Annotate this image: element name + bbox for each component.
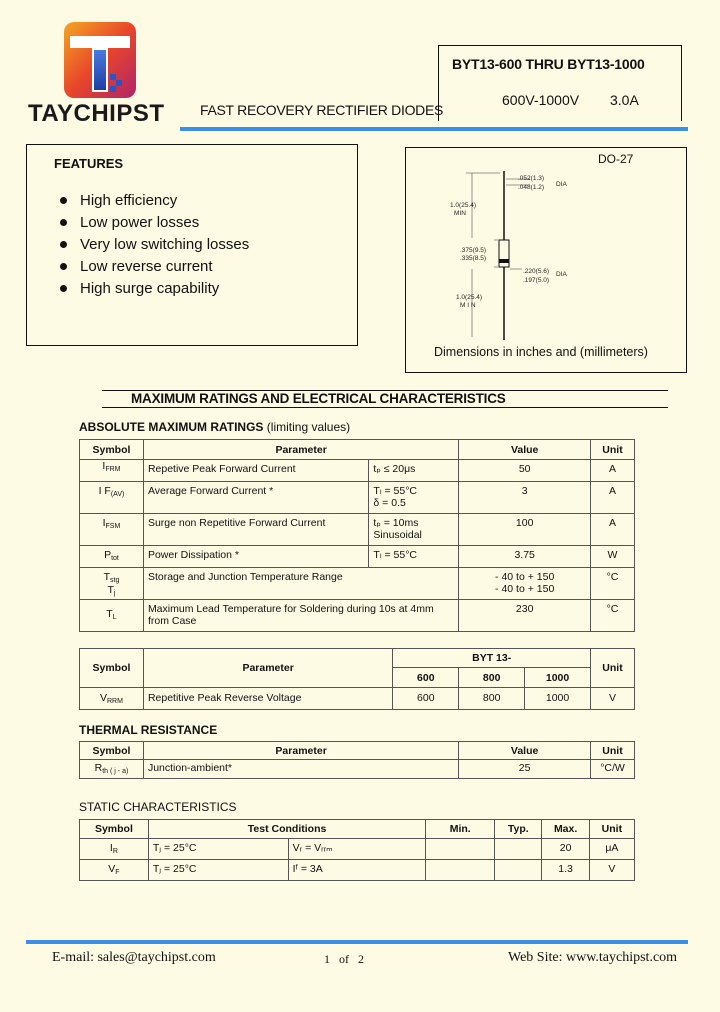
col-header: Symbol (80, 649, 144, 688)
package-caption: Dimensions in inches and (millimeters) (434, 345, 648, 359)
footer-divider (26, 940, 688, 944)
bullet-icon (60, 197, 67, 204)
brand-name: TAYCHIPST (28, 100, 165, 127)
col-header: 600 (393, 668, 459, 688)
section-rule-bottom (102, 407, 668, 408)
col-header: 800 (459, 668, 525, 688)
table-row: $I_R$ Tⱼ = 25°C Vᵣ = Vᵣᵣₘ 20 μA (80, 839, 635, 860)
footer-website[interactable]: Web Site: www.taychipst.com (508, 950, 678, 965)
footer-page-number: 1 of 2 (324, 952, 364, 966)
col-header: Unit (589, 820, 634, 839)
abs-max-heading: ABSOLUTE MAXIMUM RATINGS (limiting values) (79, 420, 351, 434)
col-header: Max. (542, 820, 589, 839)
col-header: Unit (591, 742, 635, 760)
col-header: Parameter (143, 649, 392, 688)
static-heading: STATIC CHARACTERISTICS (79, 800, 237, 814)
features-list (60, 189, 249, 300)
col-header: Value (459, 742, 591, 760)
vrrm-table (79, 648, 635, 710)
section-title: MAXIMUM RATINGS AND ELECTRICAL CHARACTERISTICS (131, 391, 506, 406)
list-item: High surge capability (60, 278, 249, 300)
bullet-icon (60, 219, 67, 226)
features-title: FEATURES (54, 156, 124, 171)
list-item: Low power losses (60, 211, 249, 233)
dim-body-dia-min: .197(5.0) (523, 277, 550, 284)
thermal-heading: THERMAL RESISTANCE (79, 723, 218, 737)
thermal-table (79, 741, 635, 779)
col-header: Symbol (80, 820, 149, 839)
col-header: Symbol (80, 440, 144, 460)
list-item: Very low switching losses (60, 233, 249, 255)
bullet-icon (60, 285, 67, 292)
package-drawing (420, 165, 600, 345)
col-header: Parameter (143, 742, 458, 760)
dim-lead-dia-max: .052(1.3) (518, 175, 545, 182)
dim-min-top: MIN (454, 210, 466, 217)
list-item: Low reverse current (60, 256, 249, 278)
table-row: $T_L$ Maximum Lead Temperature for Soldering during 10s at 4mm from Case 230 °C (80, 600, 635, 632)
current-rating: 3.0A (610, 92, 639, 108)
col-header: Value (459, 440, 591, 460)
table-row: $I_{FSM}$ Surge non Repetitive Forward Current tₚ = 10ms Sinusoidal 100 A (80, 514, 635, 546)
dim-dia-label-2: DIA (556, 271, 567, 278)
abs-max-table (79, 439, 635, 632)
package-name: DO-27 (598, 152, 634, 166)
col-header: Symbol (80, 742, 144, 760)
dim-lead-bot: 1.0(25.4) (456, 294, 483, 301)
col-header: Unit (591, 440, 635, 460)
bullet-icon (60, 241, 67, 248)
col-header: Typ. (495, 820, 542, 839)
static-table (79, 819, 635, 881)
dim-lead-dia-min: .048(1.2) (518, 184, 545, 191)
col-header: Parameter (143, 440, 458, 460)
table-row: $T_{stg}$ $T_j$ Storage and Junction Temperature Range - 40 to + 150 - 40 to + 150 °C (80, 568, 635, 600)
dim-body-len-max: .375(9.5) (460, 247, 487, 254)
bullet-icon (60, 263, 67, 270)
table-row: $V_F$ Tⱼ = 25°C Iᶠ = 3A 1.3 V (80, 860, 635, 881)
list-item: High efficiency (60, 189, 249, 211)
part-range: BYT13-600 THRU BYT13-1000 (452, 56, 645, 72)
dim-lead-top: 1.0(25.4) (450, 202, 477, 209)
dim-min-bot: M I N (460, 302, 476, 309)
dim-dia-label: DIA (556, 181, 567, 188)
col-header: 1000 (525, 668, 591, 688)
table-row: $R_{th ( j - a)}$ Junction-ambient* 25 °C/W (80, 760, 635, 779)
col-header: BYT 13- (393, 649, 591, 668)
table-row: I $F_{(AV)}$ Average Forward Current * Tₗ = 55°C δ = 0.5 3 A (80, 482, 635, 514)
product-subtitle: FAST RECOVERY RECTIFIER DIODES (200, 102, 444, 118)
dim-body-dia-max: .220(5.6) (523, 268, 550, 275)
company-logo (64, 22, 136, 98)
voltage-range: 600V-1000V (502, 92, 580, 108)
table-row: $P_{tot}$ Power Dissipation * Tₗ = 55°C 3.75 W (80, 546, 635, 568)
col-header: Unit (591, 649, 635, 688)
header-divider (180, 127, 688, 131)
footer-email[interactable]: E-mail: sales@taychipst.com (52, 950, 216, 965)
col-header: Min. (426, 820, 495, 839)
col-header: Test Conditions (148, 820, 425, 839)
table-row: $I_{FRM}$ Repetive Peak Forward Current tₚ ≤ 20μs 50 A (80, 460, 635, 482)
table-row: $V_{RRM}$ Repetitive Peak Reverse Voltage 600 800 1000 V (80, 688, 635, 710)
dim-body-len-min: .335(8.5) (460, 255, 487, 262)
